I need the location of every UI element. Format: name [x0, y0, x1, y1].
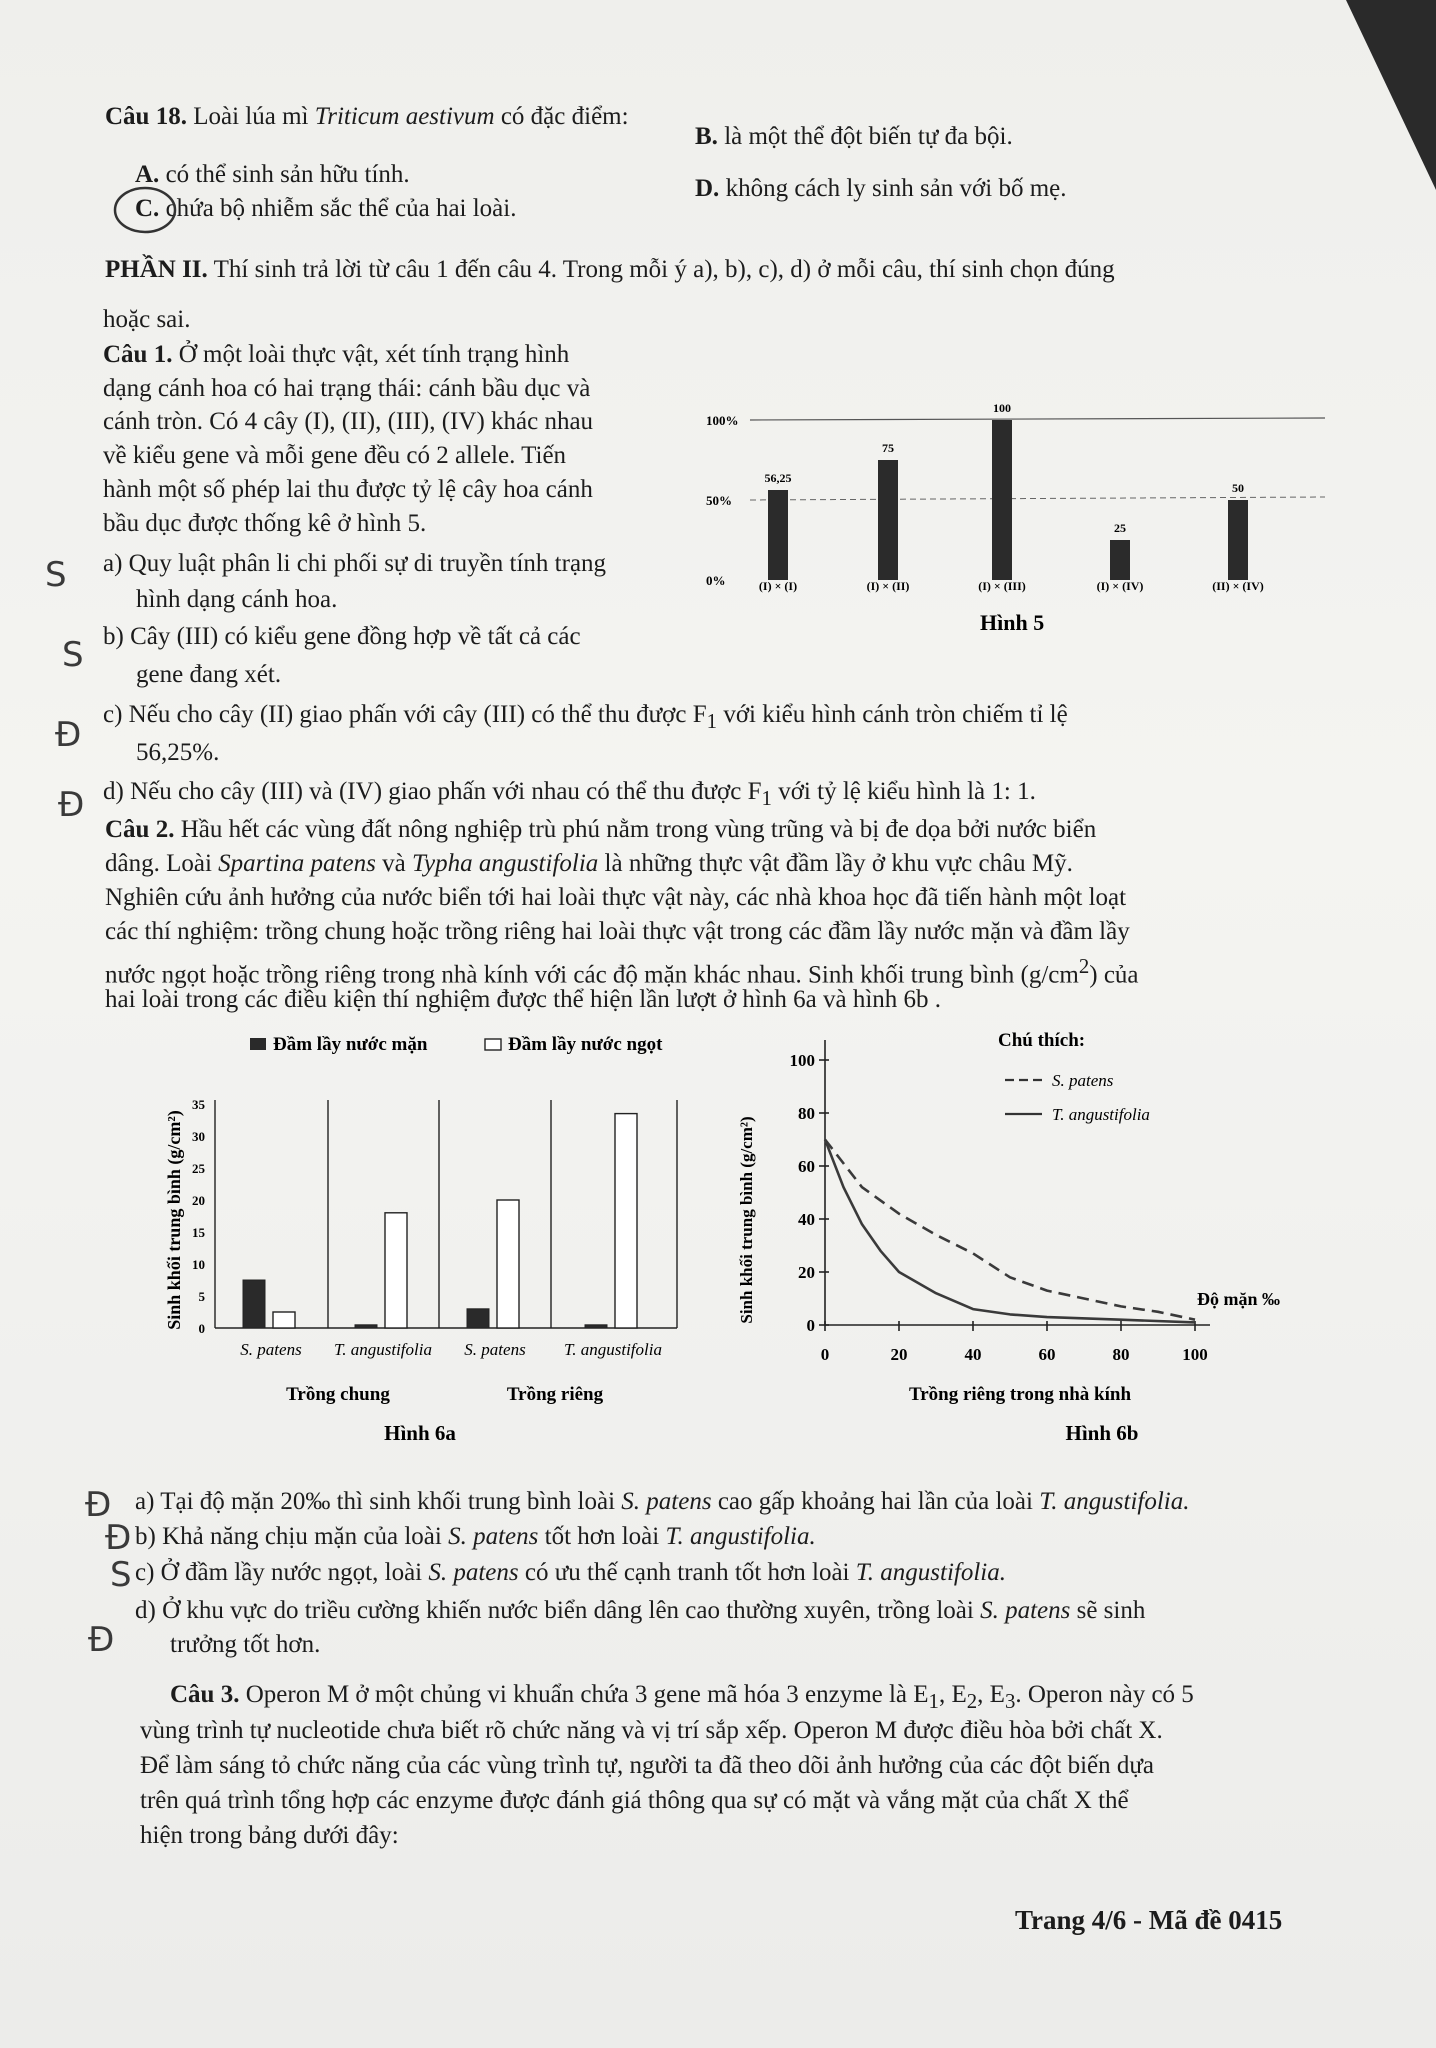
fig6b-x-axis-title: Độ mặn ‰	[1196, 1289, 1280, 1309]
fig6a-y-tick: 10	[192, 1257, 205, 1272]
q2-mark-a: Đ	[85, 1485, 112, 1525]
q1-mark-c: Đ	[55, 715, 82, 755]
fig6a-group-label: Trồng riêng	[506, 1384, 604, 1405]
q1-mark-b: S	[62, 635, 84, 675]
q18-stem: Câu 18. Loài lúa mì Triticum aestivum có đặc điểm:	[105, 103, 629, 130]
figure-6b-chart	[730, 1030, 1330, 1450]
q1-statement-a-cont: hình dạng cánh hoa.	[136, 586, 338, 613]
q3-line4: trên quá trình tổng hợp các enzyme được đánh giá thông qua sự có mặt và vắng mặt của chất X thể	[140, 1787, 1129, 1814]
q1-statement-d: d) Nếu cho cây (III) và (IV) giao phấn với nhau có thể thu được $F_1$ với tỷ lệ kiểu hình là 1: 1.	[103, 778, 1036, 810]
fig6a-y-label: Sinh khối trung bình (g/cm²)	[164, 1110, 184, 1330]
fig5-x-tick: (I) × (I)	[758, 579, 798, 593]
fig6a-y-tick: 5	[198, 1289, 205, 1304]
q2-statement-d-cont: trưởng tốt hơn.	[170, 1631, 321, 1658]
page-footer: Trang 4/6 - Mã đề 0415	[1015, 1905, 1283, 1935]
q2-mark-d: Đ	[88, 1620, 115, 1660]
q2-line3: Nghiên cứu ảnh hưởng của nước biển tới hai loài thực vật này, các nhà khoa học đã tiến hành một loạt	[105, 884, 1127, 911]
fig6a-bar-salt	[585, 1325, 607, 1328]
fig6b-y-tick: 100	[789, 1051, 815, 1070]
fig6a-bar-fresh	[385, 1213, 407, 1328]
fig5-x-tick: (I) × (III)	[978, 579, 1026, 593]
fig6a-y-tick: 0	[198, 1321, 205, 1336]
fig6a-bar-salt	[243, 1280, 265, 1328]
fig5-value-label: 100	[993, 401, 1011, 415]
fig5-value-label: 50	[1232, 481, 1244, 495]
q3-line3: Để làm sáng tỏ chức năng của các vùng trình tự, người ta đã theo dõi ảnh hưởng của các đột biến dựa	[140, 1752, 1155, 1779]
q3-line5: hiện trong bảng dưới đây:	[140, 1822, 399, 1849]
fig6a-bar-fresh	[273, 1312, 295, 1328]
fig6b-y-tick: 0	[806, 1316, 815, 1335]
fig5-y-tick: 50%	[706, 493, 732, 508]
fig6b-legend-entry: T. angustifolia	[1052, 1105, 1150, 1124]
fig6b-y-tick: 80	[798, 1104, 815, 1123]
fig6a-y-tick: 15	[192, 1225, 205, 1240]
fig6b-legend-title: Chú thích:	[998, 1030, 1086, 1051]
fig6a-legend-salt: Đầm lầy nước mặn	[273, 1034, 428, 1055]
q3-line1: Câu 3. Operon M ở một chủng vi khuẩn chứa 3 gene mã hóa 3 enzyme là $E_1$, $E_2$, $E_3$. Operon này có 5	[170, 1681, 1194, 1713]
q2-statement-a: a) Tại độ mặn 20‰ thì sinh khối trung bình loài S. patens cao gấp khoảng hai lần của loài T. angustifolia.	[135, 1488, 1190, 1515]
fig5-bar	[1110, 540, 1130, 580]
q18-option-a: A. có thể sinh sản hữu tính.	[135, 161, 410, 188]
q1-statement-b: b) Cây (III) có kiểu gene đồng hợp về tất cả các	[103, 623, 581, 650]
q1-line4: về kiểu gene và mỗi gene đều có 2 allele. Tiến	[103, 442, 567, 469]
q18-option-b: B. là một thể đột biến tự đa bội.	[695, 123, 1013, 150]
q1-statement-a: a) Quy luật phân li chi phối sự di truyền tính trạng	[103, 550, 607, 577]
fig5-y-tick: 100%	[706, 413, 739, 428]
part2-line1: PHẦN II. Thí sinh trả lời từ câu 1 đến câu 4. Trong mỗi ý a), b), c), d) ở mỗi câu, thí sinh chọn đúng	[105, 256, 1115, 283]
q1-line2: dạng cánh hoa có hai trạng thái: cánh bầu dục và	[103, 375, 591, 402]
q2-statement-c: c) Ở đầm lầy nước ngọt, loài S. patens có ưu thế cạnh tranh tốt hơn loài T. angustifolia.	[135, 1559, 1007, 1586]
q1-line5: hành một số phép lai thu được tỷ lệ cây hoa cánh	[103, 476, 593, 503]
page-corner-shadow	[1346, 0, 1436, 190]
q2-statement-b: b) Khả năng chịu mặn của loài S. patens tốt hơn loài T. angustifolia.	[135, 1523, 816, 1550]
fig6a-bar-salt	[355, 1325, 377, 1328]
q18-option-c: C. chứa bộ nhiễm sắc thể của hai loài.	[135, 195, 517, 222]
fig6a-bar-salt	[467, 1309, 489, 1328]
fig5-value-label: 56,25	[764, 471, 792, 485]
q1-line3: cánh tròn. Có 4 cây (I), (II), (III), (IV) khác nhau	[103, 408, 594, 435]
fig6a-y-tick: 25	[192, 1161, 205, 1176]
q1-statement-b-cont: gene đang xét.	[136, 661, 282, 688]
figure-6a-chart	[155, 1030, 715, 1450]
fig5-y-tick: 0%	[706, 573, 726, 588]
fig6a-legend-fresh: Đầm lầy nước ngọt	[508, 1034, 663, 1055]
fig6a-y-tick: 30	[192, 1129, 205, 1144]
fig5-x-tick: (I) × (II)	[866, 579, 910, 593]
q2-statement-d: d) Ở khu vực do triều cường khiến nước biển dâng lên cao thường xuyên, trồng loài S. patens sẽ sinh	[135, 1597, 1146, 1624]
q18-option-d: D. không cách ly sinh sản với bố mẹ.	[695, 175, 1067, 202]
fig6a-legend-swatch-fresh	[485, 1039, 501, 1050]
q1-line1: Câu 1. Ở một loài thực vật, xét tính trạng hình	[103, 341, 570, 368]
q1-statement-c-cont: 56,25%.	[136, 739, 220, 766]
fig6b-y-label: Sinh khối trung bình (g/cm²)	[737, 1116, 756, 1324]
fig6b-x-tick: 20	[890, 1345, 908, 1364]
fig6a-x-tick: T. angustifolia	[334, 1340, 432, 1359]
q1-statement-c: c) Nếu cho cây (II) giao phấn với cây (III) có thể thu được $F_1$ với kiểu hình cánh tròn chiếm tỉ lệ	[103, 701, 1068, 733]
fig5-caption: Hình 5	[980, 610, 1045, 635]
q2-mark-c: S	[110, 1555, 132, 1595]
fig6b-legend-entry: S. patens	[1052, 1071, 1114, 1090]
fig5-gridline-100	[750, 418, 1325, 420]
part2-line2: hoặc sai.	[103, 306, 191, 333]
q2-line2: dâng. Loài Spartina patens và Typha angustifolia là những thực vật đầm lầy ở khu vực châu Mỹ.	[105, 850, 1073, 877]
fig6a-y-tick: 20	[192, 1193, 205, 1208]
fig6b-x-tick: 40	[964, 1345, 982, 1364]
fig6a-bar-fresh	[615, 1114, 637, 1328]
fig6b-x-label: Trồng riêng trong nhà kính	[908, 1384, 1132, 1405]
fig5-gridline-50	[750, 497, 1325, 500]
q18-answer-circle	[110, 180, 180, 240]
q2-line1: Câu 2. Hầu hết các vùng đất nông nghiệp trù phú nằm trong vùng trũng và bị đe dọa bởi nước biển	[105, 816, 1097, 843]
fig6a-legend-swatch-salt	[250, 1038, 266, 1050]
fig5-value-label: 25	[1114, 521, 1126, 535]
fig6b-x-tick: 60	[1038, 1345, 1056, 1364]
fig6a-bar-fresh	[497, 1200, 519, 1328]
q2-line6: hai loài trong các điều kiện thí nghiệm được thể hiện lần lượt ở hình 6a và hình 6b .	[105, 986, 942, 1013]
q1-line6: bầu dục được thống kê ở hình 5.	[103, 510, 427, 537]
fig6a-x-tick: T. angustifolia	[564, 1340, 662, 1359]
fig6a-x-tick: S. patens	[240, 1340, 302, 1359]
fig6b-x-tick: 0	[820, 1345, 830, 1364]
fig5-bar	[878, 460, 898, 580]
q1-mark-a: S	[45, 555, 67, 595]
fig5-value-label: 75	[882, 441, 894, 455]
fig6a-group-label: Trồng chung	[286, 1384, 390, 1405]
fig6a-y-tick: 35	[192, 1097, 205, 1112]
fig5-bar	[1228, 500, 1248, 580]
q1-mark-d: Đ	[58, 785, 85, 825]
fig5-x-tick: (II) × (IV)	[1212, 579, 1264, 593]
figure-5-chart	[690, 300, 1330, 660]
fig5-x-tick: (I) × (IV)	[1096, 579, 1144, 593]
fig6b-y-tick: 40	[798, 1210, 815, 1229]
fig6b-x-tick: 100	[1182, 1345, 1208, 1364]
fig6b-series-line	[825, 1140, 1195, 1323]
q3-line2: vùng trình tự nucleotide chưa biết rõ chức năng và vị trí sắp xếp. Operon M được điều hòa bởi chất X.	[140, 1717, 1163, 1744]
fig6b-x-tick: 80	[1112, 1345, 1130, 1364]
q2-line4: các thí nghiệm: trồng chung hoặc trồng riêng hai loài thực vật trong các đầm lầy nước mặn và đầm lầy	[105, 918, 1130, 945]
fig5-bar	[992, 420, 1012, 580]
fig6b-caption: Hình 6b	[1065, 1421, 1139, 1445]
fig5-bar	[768, 490, 788, 580]
fig6b-y-tick: 60	[798, 1157, 815, 1176]
fig6a-x-tick: S. patens	[464, 1340, 526, 1359]
q2-mark-b: Đ	[105, 1518, 132, 1558]
fig6b-y-tick: 20	[798, 1263, 815, 1282]
fig6b-series-line	[825, 1140, 1195, 1320]
q2-line5: nước ngọt hoặc trồng riêng trong nhà kính với các độ mặn khác nhau. Sinh khối trung bình $(g/cm^2)$ của	[105, 954, 1139, 989]
fig6a-caption: Hình 6a	[384, 1421, 456, 1445]
